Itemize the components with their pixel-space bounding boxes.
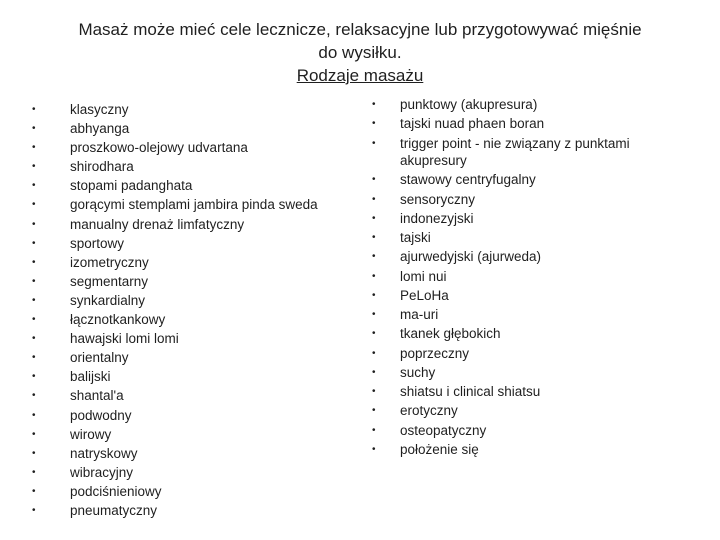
list-item	[32, 329, 318, 348]
list-item	[32, 100, 318, 119]
list-item-text: abhyanga	[70, 121, 130, 137]
section-heading: Rodzaje masażu	[296, 66, 424, 85]
bullet-icon: •	[372, 137, 376, 149]
list-item	[372, 115, 700, 133]
bullet-icon: •	[32, 485, 36, 497]
list-item	[32, 425, 318, 444]
list-item	[32, 386, 318, 405]
list-item	[32, 348, 318, 367]
list-item-text: wibracyjny	[70, 464, 134, 480]
list-item-text: pneumatyczny	[70, 502, 158, 518]
bullet-icon: •	[32, 371, 36, 383]
bullet-icon: •	[32, 256, 36, 268]
list-item-text: izometryczny	[70, 254, 149, 270]
list-item	[372, 248, 700, 266]
bullet-icon: •	[32, 409, 36, 421]
list-item-text: tajski	[400, 230, 431, 245]
list-item-text: łącznotkankowy	[70, 312, 166, 328]
list-item	[372, 325, 700, 343]
bullet-icon: •	[32, 142, 36, 154]
bullet-icon: •	[32, 428, 36, 440]
massage-types-right-list	[372, 96, 700, 460]
list-item-text: shirodhara	[70, 159, 134, 175]
list-item-text: lomi nui	[400, 268, 447, 284]
list-item-text: hawajski lomi lomi	[70, 331, 179, 347]
list-item	[32, 444, 318, 463]
list-item-text: indonezyjski	[400, 210, 474, 226]
list-item	[32, 367, 318, 386]
bullet-icon: •	[32, 123, 36, 135]
bullet-icon: •	[372, 232, 376, 243]
bullet-icon: •	[372, 251, 376, 263]
bullet-icon: •	[32, 504, 36, 516]
bullet-icon: •	[372, 99, 376, 110]
list-item-text: orientalny	[70, 350, 129, 366]
list-item	[372, 402, 700, 420]
bullet-icon: •	[32, 161, 36, 173]
list-item	[32, 138, 318, 157]
bullet-icon: •	[32, 199, 36, 211]
bullet-icon: •	[372, 424, 376, 436]
title-line-2: do wysiłku.	[318, 43, 402, 62]
bullet-icon: •	[32, 390, 36, 402]
list-item-text: poprzeczny	[400, 345, 470, 361]
list-item-text: shantal'a	[70, 388, 124, 404]
bullet-icon: •	[32, 275, 36, 287]
bullet-icon: •	[32, 237, 36, 249]
bullet-icon: •	[32, 333, 36, 345]
list-item	[32, 215, 318, 234]
list-item-text: stopami padanghata	[70, 178, 193, 194]
list-item-text: klasyczny	[70, 102, 129, 117]
list-item	[372, 306, 700, 324]
list-item	[32, 272, 318, 291]
bullet-icon: •	[372, 174, 376, 186]
list-item	[32, 234, 318, 253]
bullet-icon: •	[372, 328, 376, 340]
bullet-icon: •	[32, 104, 36, 115]
list-item	[372, 191, 700, 209]
list-item-text: sensoryczny	[400, 191, 476, 207]
list-item	[32, 482, 318, 501]
list-item-text: erotyczny	[400, 403, 458, 419]
list-item-text: punktowy (akupresura)	[400, 97, 538, 112]
list-item	[372, 422, 700, 440]
bullet-icon: •	[32, 447, 36, 459]
list-item	[32, 501, 318, 520]
list-item-text: segmentarny	[70, 273, 149, 289]
list-item-text: położenie się	[400, 441, 479, 457]
list-item	[372, 345, 700, 363]
list-item	[372, 364, 700, 382]
bullet-icon: •	[372, 309, 376, 320]
bullet-icon: •	[32, 180, 36, 192]
list-item	[372, 229, 700, 247]
bullet-icon: •	[32, 294, 36, 306]
list-item	[32, 310, 318, 329]
list-item	[32, 176, 318, 195]
list-item	[32, 253, 318, 272]
list-item	[32, 463, 318, 482]
list-item	[372, 210, 700, 228]
list-item	[32, 195, 318, 214]
list-item	[372, 268, 700, 286]
list-item	[372, 135, 700, 170]
list-item	[32, 157, 318, 176]
list-item-text: manualny drenaż limfatyczny	[70, 216, 245, 232]
slide-title	[40, 18, 680, 87]
list-item-text: podwodny	[70, 407, 132, 423]
bullet-icon: •	[32, 466, 36, 478]
list-item	[32, 291, 318, 310]
bullet-icon: •	[32, 218, 36, 230]
bullet-icon: •	[372, 289, 376, 301]
bullet-icon: •	[32, 352, 36, 364]
list-item-text: balijski	[70, 369, 111, 385]
bullet-icon: •	[372, 270, 376, 282]
bullet-icon: •	[372, 193, 376, 205]
massage-types-left-list	[32, 100, 318, 520]
list-item	[372, 96, 700, 114]
bullet-icon: •	[372, 212, 376, 224]
list-item-text: osteopatyczny	[400, 422, 487, 438]
bullet-icon: •	[372, 118, 376, 130]
bullet-icon: •	[372, 405, 376, 417]
list-item-text: ma-uri	[400, 307, 439, 322]
list-item	[372, 383, 700, 401]
list-item	[32, 119, 318, 138]
list-item-text: tajski nuad phaen boran	[400, 116, 545, 132]
list-item-text: proszkowo-olejowy udvartana	[70, 140, 248, 156]
list-item-text: suchy	[400, 364, 436, 380]
list-item	[32, 406, 318, 425]
list-item-text: gorącymi stemplami jambira pinda sweda	[70, 197, 318, 213]
bullet-icon: •	[372, 347, 376, 359]
bullet-icon: •	[32, 314, 36, 326]
list-item	[372, 441, 700, 459]
bullet-icon: •	[372, 443, 376, 455]
list-item-text: PeLoHa	[400, 287, 449, 303]
list-item-text: wirowy	[70, 426, 112, 442]
list-item-text: tkanek głębokich	[400, 326, 501, 342]
list-item-text: shiatsu i clinical shiatsu	[400, 384, 541, 399]
list-item	[372, 171, 700, 189]
list-item	[372, 287, 700, 305]
list-item-text: stawowy centryfugalny	[400, 172, 536, 188]
list-item-text: podciśnieniowy	[70, 483, 162, 499]
bullet-icon: •	[372, 366, 376, 378]
list-item-text: synkardialny	[70, 292, 146, 308]
title-line-1: Masaż może mieć cele lecznicze, relaksacyjne lub przygotowywać mięśnie	[78, 20, 642, 39]
bullet-icon: •	[372, 386, 376, 397]
list-item-text: trigger point - nie związany z punktami akupresury	[400, 135, 630, 168]
list-item-text: sportowy	[70, 235, 125, 251]
list-item-text: natryskowy	[70, 445, 138, 461]
list-item-text: ajurwedyjski (ajurweda)	[400, 249, 542, 265]
